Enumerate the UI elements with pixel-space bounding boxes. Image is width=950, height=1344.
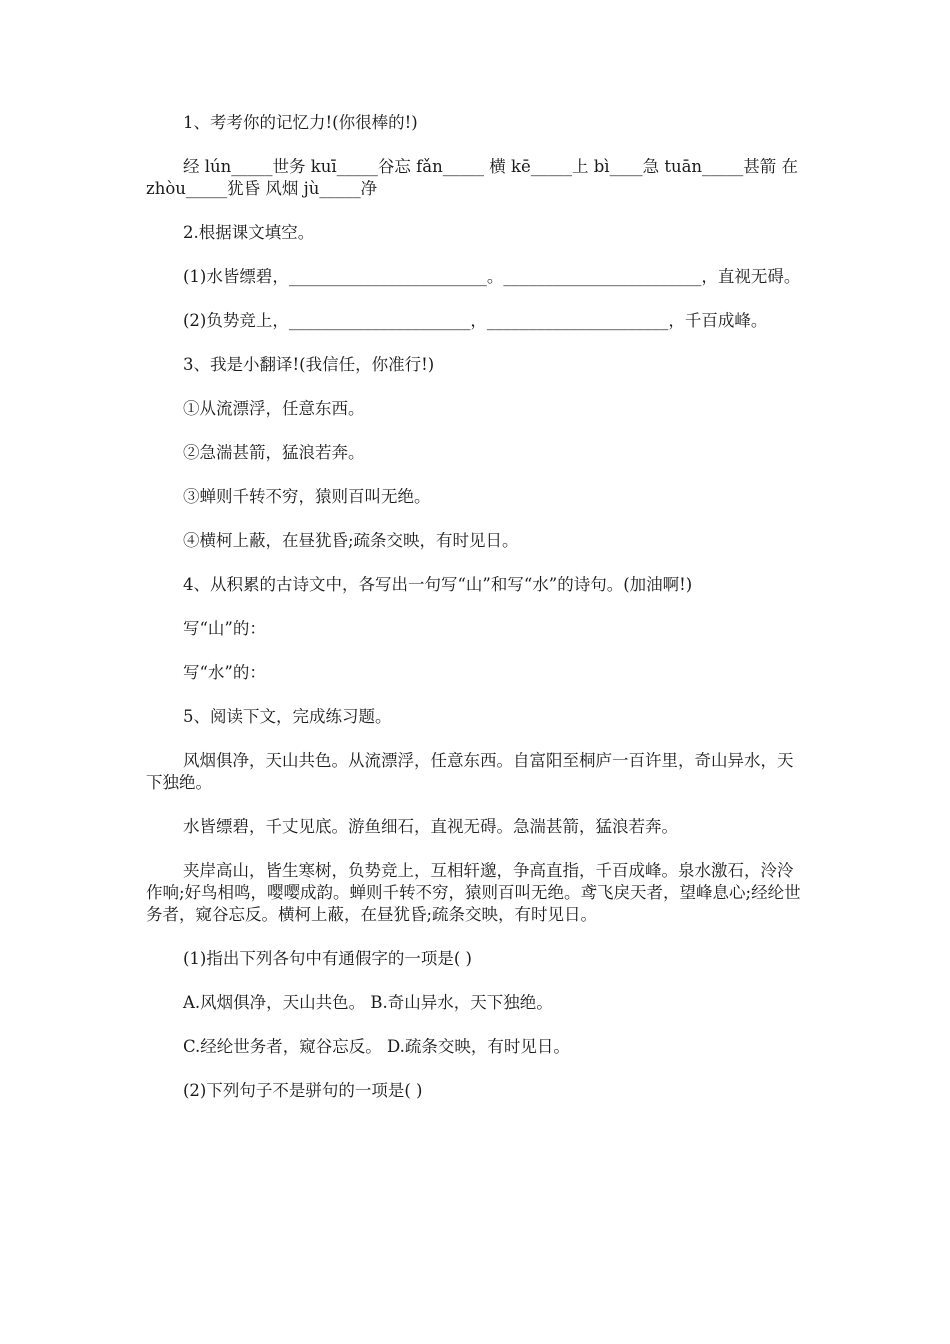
question-5-sub-2: (2)下列句子不是骈句的一项是( )	[183, 1081, 423, 1100]
question-2-item-2: (2)负势竞上，______________________，______________________，千百成峰。	[183, 311, 768, 330]
question-5-sub-1-options-cd: C.经纶世务者，窥谷忘反。 D.疏条交映，有时见日。	[183, 1037, 570, 1056]
question-3-item-1: ①从流漂浮，任意东西。	[183, 399, 365, 418]
passage-paragraph-2: 水皆缥碧，千丈见底。游鱼细石，直视无碍。急湍甚箭，猛浪若奔。	[183, 817, 678, 836]
passage-paragraph-1: 风烟俱净，天山共色。从流漂浮，任意东西。自富阳至桐庐一百许里，奇山异水，天下独绝。	[146, 751, 794, 792]
question-3-item-3: ③蝉则千转不穷，猿则百叫无绝。	[183, 487, 431, 506]
question-5-heading: 5、阅读下文，完成练习题。	[183, 707, 392, 726]
question-1-heading: 1、考考你的记忆力!(你很棒的!)	[183, 113, 418, 132]
question-2-item-1: (1)水皆缥碧，________________________。________________________，直视无碍。	[183, 267, 801, 286]
question-4-water-line: 写“水”的：	[183, 663, 266, 682]
document-body	[146, 112, 806, 1124]
question-2-heading: 2.根据课文填空。	[183, 223, 315, 242]
question-5-sub-1: (1)指出下列各句中有通假字的一项是( )	[183, 949, 472, 968]
question-3-item-2: ②急湍甚箭，猛浪若奔。	[183, 443, 365, 462]
passage-paragraph-3: 夹岸高山，皆生寒树，负势竞上，互相轩邈，争高直指，千百成峰。泉水激石，泠泠作响;好鸟相鸣，嘤嘤成韵。蝉则千转不穷，猿则百叫无绝。鸢飞戾天者，望峰息心;经纶世务者，窥谷忘反。横柯上蔽，在昼犹昏;疏条交映，有时见日。	[146, 861, 801, 924]
question-1-pinyin-blanks: 经 lún_____世务 kuī_____谷忘 fǎn_____ 横 kē_____上 bì____急 tuān_____甚箭 在 zhòu_____犹昏 风烟 jù_____净	[146, 157, 804, 198]
question-3-heading: 3、我是小翻译!(我信任，你准行!)	[183, 355, 435, 374]
question-4-heading: 4、从积累的古诗文中，各写出一句写“山”和写“水”的诗句。(加油啊!)	[183, 575, 693, 594]
question-4-mountain-line: 写“山”的：	[183, 619, 266, 638]
question-3-item-4: ④横柯上蔽，在昼犹昏;疏条交映，有时见日。	[183, 531, 519, 550]
question-5-sub-1-options-ab: A.风烟俱净，天山共色。 B.奇山异水，天下独绝。	[183, 993, 553, 1012]
